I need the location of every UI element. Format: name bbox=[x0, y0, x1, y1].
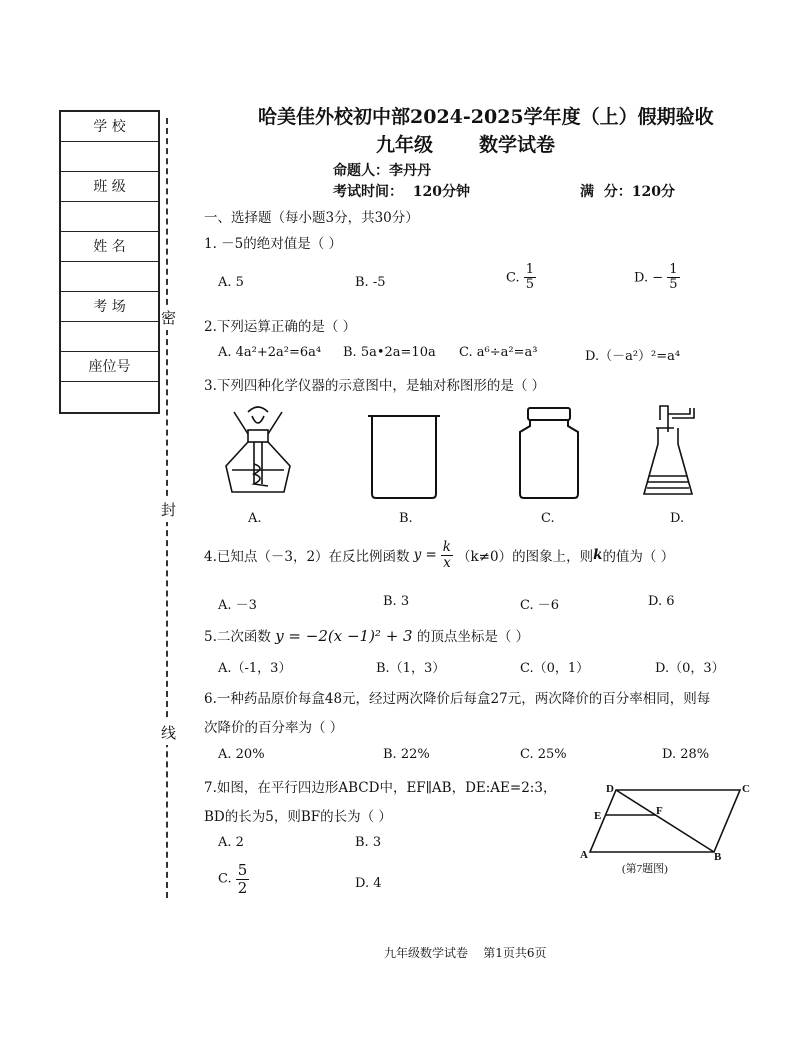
q6-option-d[interactable]: D. 28% bbox=[662, 747, 710, 762]
q3-option-a[interactable]: A. bbox=[248, 511, 262, 526]
label-f: F bbox=[656, 805, 663, 817]
q4-stem-end: 的值为（ ） bbox=[602, 549, 675, 566]
seal-char-feng: 封 bbox=[161, 497, 176, 522]
q4-option-c[interactable]: C. －6 bbox=[520, 598, 560, 613]
q2-option-b[interactable]: B. 5a•2a=10a bbox=[343, 345, 436, 360]
q2-option-a[interactable]: A. 4a²+2a²=6a⁴ bbox=[218, 345, 322, 360]
author: 命题人：李丹丹 bbox=[333, 163, 431, 179]
fraction-numerator: 1 bbox=[669, 262, 678, 277]
q1-option-d-fraction bbox=[667, 263, 679, 293]
label-school: 学 校 bbox=[61, 112, 158, 142]
q4-option-d[interactable]: D. 6 bbox=[648, 594, 675, 609]
q5-stem bbox=[204, 625, 529, 645]
q3-stem: 3.下列四种化学仪器的示意图中，是轴对称图形的是（ ） bbox=[204, 378, 546, 394]
q6-option-c[interactable]: C. 25% bbox=[520, 747, 567, 762]
q1-option-a[interactable]: A. 5 bbox=[218, 275, 244, 290]
q3-option-b[interactable]: B. bbox=[399, 511, 413, 526]
q1-option-c-fraction bbox=[524, 263, 536, 293]
label-d: D bbox=[606, 783, 614, 795]
q7-option-a[interactable]: A. 2 bbox=[218, 835, 244, 850]
field-seat[interactable] bbox=[61, 382, 158, 412]
q7-option-d[interactable]: D. 4 bbox=[355, 876, 382, 891]
subject-label: 数学试卷 bbox=[479, 134, 556, 156]
fraction-denominator: x bbox=[443, 554, 451, 571]
fraction-numerator: 5 bbox=[237, 861, 248, 879]
q5-stem-post: 的顶点坐标是（ ） bbox=[416, 629, 530, 645]
q2-option-d[interactable]: D.（－a²）²=a⁴ bbox=[585, 349, 681, 364]
q7-option-c[interactable] bbox=[218, 862, 249, 896]
label-name: 姓 名 bbox=[61, 232, 158, 262]
q6-stem-line2: 次降价的百分率为（ ） bbox=[204, 720, 344, 736]
q4-stem-pre: 4.已知点（－3，2）在反比例函数 bbox=[204, 549, 410, 566]
q7-option-b[interactable]: B. 3 bbox=[355, 835, 382, 850]
q4-equation-y: y = bbox=[413, 547, 437, 564]
label-b: B bbox=[714, 851, 722, 863]
q1-option-d[interactable] bbox=[634, 263, 680, 293]
q4-stem-post: （k≠0）的图象上，则 bbox=[456, 549, 594, 566]
q1-option-d-label: D. − bbox=[634, 270, 664, 286]
fraction-denominator: 5 bbox=[525, 277, 535, 293]
field-name[interactable] bbox=[61, 262, 158, 292]
exam-title: 哈美佳外校初中部2024-2025学年度（上）假期验收 bbox=[258, 106, 714, 128]
q2-option-c[interactable]: C. a⁶÷a²=a³ bbox=[459, 345, 538, 360]
q7-option-c-fraction bbox=[236, 862, 250, 896]
fraction-numerator: 1 bbox=[525, 262, 535, 277]
q6-option-a[interactable]: A. 20% bbox=[218, 747, 265, 762]
q1-option-b[interactable]: B. -5 bbox=[355, 275, 386, 290]
q5-stem-pre: 5.二次函数 bbox=[204, 629, 271, 645]
q1-option-c[interactable] bbox=[506, 263, 536, 293]
fraction-denominator: 2 bbox=[237, 878, 248, 897]
q3-option-c[interactable]: C. bbox=[541, 511, 555, 526]
beaker-icon bbox=[366, 414, 442, 500]
field-school[interactable] bbox=[61, 142, 158, 172]
student-info-table bbox=[59, 110, 160, 414]
q4-option-a[interactable]: A. －3 bbox=[218, 598, 257, 613]
q4-stem bbox=[204, 540, 674, 571]
q5-option-a[interactable]: A.（-1，3） bbox=[218, 661, 292, 676]
q7-parallelogram-figure bbox=[576, 780, 756, 880]
label-a: A bbox=[580, 849, 588, 861]
fraction-denominator: 5 bbox=[669, 277, 678, 293]
q4-k: k bbox=[593, 547, 603, 564]
q2-stem: 2.下列运算正确的是（ ） bbox=[204, 319, 357, 335]
label-class: 班 级 bbox=[61, 172, 158, 202]
q7-option-c-label: C. bbox=[218, 871, 232, 887]
q5-option-c[interactable]: C.（0，1） bbox=[520, 661, 590, 676]
field-class[interactable] bbox=[61, 202, 158, 232]
q6-option-b[interactable]: B. 22% bbox=[383, 747, 430, 762]
q4-fraction bbox=[441, 540, 453, 571]
q1-option-c-label: C. bbox=[506, 270, 520, 286]
q6-stem-line1: 6.一种药品原价每盒48元，经过两次降价后每盒27元，两次降价的百分率相同，则每 bbox=[204, 691, 711, 707]
fraction-numerator: k bbox=[442, 539, 451, 555]
exam-time: 考试时间： 120分钟 bbox=[333, 184, 470, 200]
q5-equation: y = −2(x −1)² + 3 bbox=[275, 627, 413, 645]
conical-flask-icon bbox=[640, 404, 700, 500]
q7-stem-line1: 7.如图，在平行四边形ABCD中，EF∥AB，DE:AE=2:3， bbox=[204, 780, 557, 796]
grade-label: 九年级 bbox=[376, 134, 434, 156]
label-c: C bbox=[742, 783, 750, 795]
q7-stem-line2: BD的长为5，则BF的长为（ ） bbox=[204, 809, 392, 825]
q1-stem: 1. －5的绝对值是（ ） bbox=[204, 236, 343, 252]
alcohol-lamp-icon bbox=[218, 404, 298, 500]
label-seat: 座位号 bbox=[61, 352, 158, 382]
q5-option-d[interactable]: D.（0，3） bbox=[655, 661, 725, 676]
reagent-bottle-icon bbox=[516, 406, 582, 500]
field-exam-room[interactable] bbox=[61, 322, 158, 352]
label-exam-room: 考 场 bbox=[61, 292, 158, 322]
seal-char-mi: 密 bbox=[161, 305, 176, 330]
q3-option-d[interactable]: D. bbox=[670, 511, 685, 526]
seal-char-xian: 线 bbox=[161, 720, 176, 745]
q5-option-b[interactable]: B.（1，3） bbox=[376, 661, 446, 676]
label-e: E bbox=[594, 810, 602, 822]
q7-figure-caption: (第7题图) bbox=[622, 863, 668, 875]
page-footer: 九年级数学试卷 第1页共6页 bbox=[384, 946, 547, 960]
section-heading: 一、选择题（每小题3分，共30分） bbox=[204, 210, 419, 226]
q4-option-b[interactable]: B. 3 bbox=[383, 594, 410, 609]
total-score: 满 分：120分 bbox=[580, 184, 675, 200]
